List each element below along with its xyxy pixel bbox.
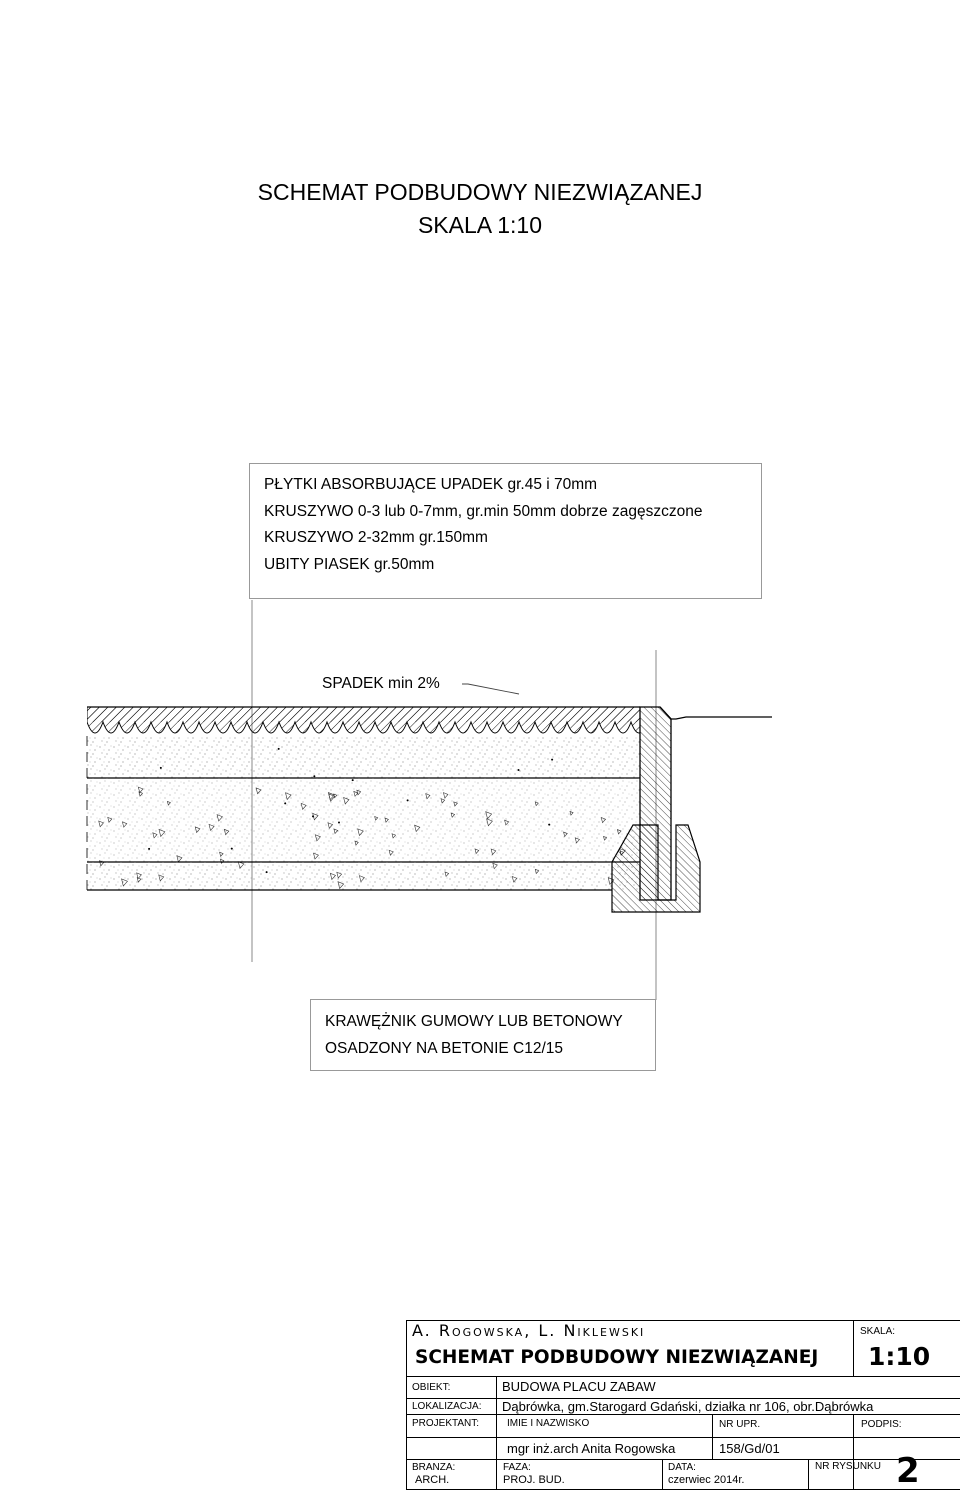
aggregate-dot: [548, 824, 550, 826]
aggregate-dot: [313, 775, 315, 777]
aggregate-dot: [148, 848, 150, 850]
tb-nr-upr-label: NR UPR.: [719, 1419, 761, 1430]
tb-obiekt-value: BUDOWA PLACU ZABAW: [502, 1379, 656, 1394]
aggregate-dot: [352, 779, 354, 781]
curb-legend-box: [310, 999, 656, 1071]
drawing-title: SCHEMAT PODBUDOWY NIEZWIĄZANEJ: [257, 179, 703, 205]
fine-aggregate-layer: [87, 736, 640, 778]
rubber-tiles-layer: [87, 707, 647, 733]
tb-imie-label: IMIE I NAZWISKO: [507, 1418, 590, 1429]
tb-podpis-label: PODPIS:: [861, 1419, 902, 1430]
curb: [640, 707, 671, 900]
tb-nr-rysunku-value: 2: [896, 1451, 920, 1491]
tb-drawing-title: SCHEMAT PODBUDOWY NIEZWIĄZANEJ: [415, 1347, 819, 1368]
tb-authors: A. Rogowska, L. Niklewski: [412, 1321, 646, 1340]
compacted-sand-layer: [87, 862, 640, 890]
tb-lokalizacja-label: LOKALIZACJA:: [412, 1401, 482, 1412]
aggregate-dot: [231, 848, 233, 850]
tb-skala-label: SKALA:: [860, 1326, 896, 1337]
layer-label-sand: UBITY PIASEK gr.50mm: [264, 556, 435, 573]
slope-arrow: [462, 684, 519, 694]
ground-edge: [660, 707, 772, 719]
tile-scallop-edge: [87, 707, 647, 733]
aggregate-dot: [160, 767, 162, 769]
tb-nr-upr-value: 158/Gd/01: [719, 1441, 780, 1456]
tb-faza-value: PROJ. BUD.: [503, 1474, 565, 1486]
curb-label-line1: KRAWĘŻNIK GUMOWY LUB BETONOWY: [325, 1013, 623, 1030]
tb-designer-name: mgr inż.arch Anita Rogowska: [507, 1441, 676, 1456]
aggregate-dot: [407, 799, 409, 801]
layer-label-fine-aggregate: KRUSZYWO 0-3 lub 0-7mm, gr.min 50mm dobrze zagęszczone: [264, 503, 703, 520]
layer-label-tiles: PŁYTKI ABSORBUJĄCE UPADEK gr.45 i 70mm: [264, 476, 598, 493]
slope-label: SPADEK min 2%: [322, 675, 440, 692]
coarse-aggregate-layer: [87, 778, 640, 862]
aggregate-dot: [518, 769, 520, 771]
aggregate-dot: [312, 815, 314, 817]
layer-label-coarse-aggregate: KRUSZYWO 2-32mm gr.150mm: [264, 529, 488, 546]
tb-obiekt-label: OBIEKT:: [412, 1382, 451, 1393]
aggregate-dot: [338, 821, 340, 823]
tb-lokalizacja-value: Dąbrówka, gm.Starogard Gdański, działka nr 106, obr.Dąbrówka: [502, 1399, 874, 1414]
drawing-scale-title: SKALA 1:10: [417, 212, 543, 238]
tb-data-label: DATA:: [668, 1462, 696, 1473]
tb-branza-value: ARCH.: [415, 1474, 450, 1486]
layers-legend-box: [249, 463, 762, 599]
aggregate-dot: [551, 759, 553, 761]
tb-scale-value: 1:10: [868, 1342, 931, 1371]
aggregate-dot: [278, 748, 280, 750]
curb-label-line2: OSADZONY NA BETONIE C12/15: [325, 1040, 564, 1057]
aggregate-dot: [284, 802, 286, 804]
tb-faza-label: FAZA:: [503, 1462, 531, 1473]
tb-data-value: czerwiec 2014r.: [668, 1474, 745, 1486]
tb-projektant-label: PROJEKTANT:: [412, 1418, 480, 1429]
tb-branza-label: BRANZA:: [412, 1462, 456, 1473]
tb-nr-rysunku-label: NR RYSUNKU: [815, 1461, 881, 1472]
